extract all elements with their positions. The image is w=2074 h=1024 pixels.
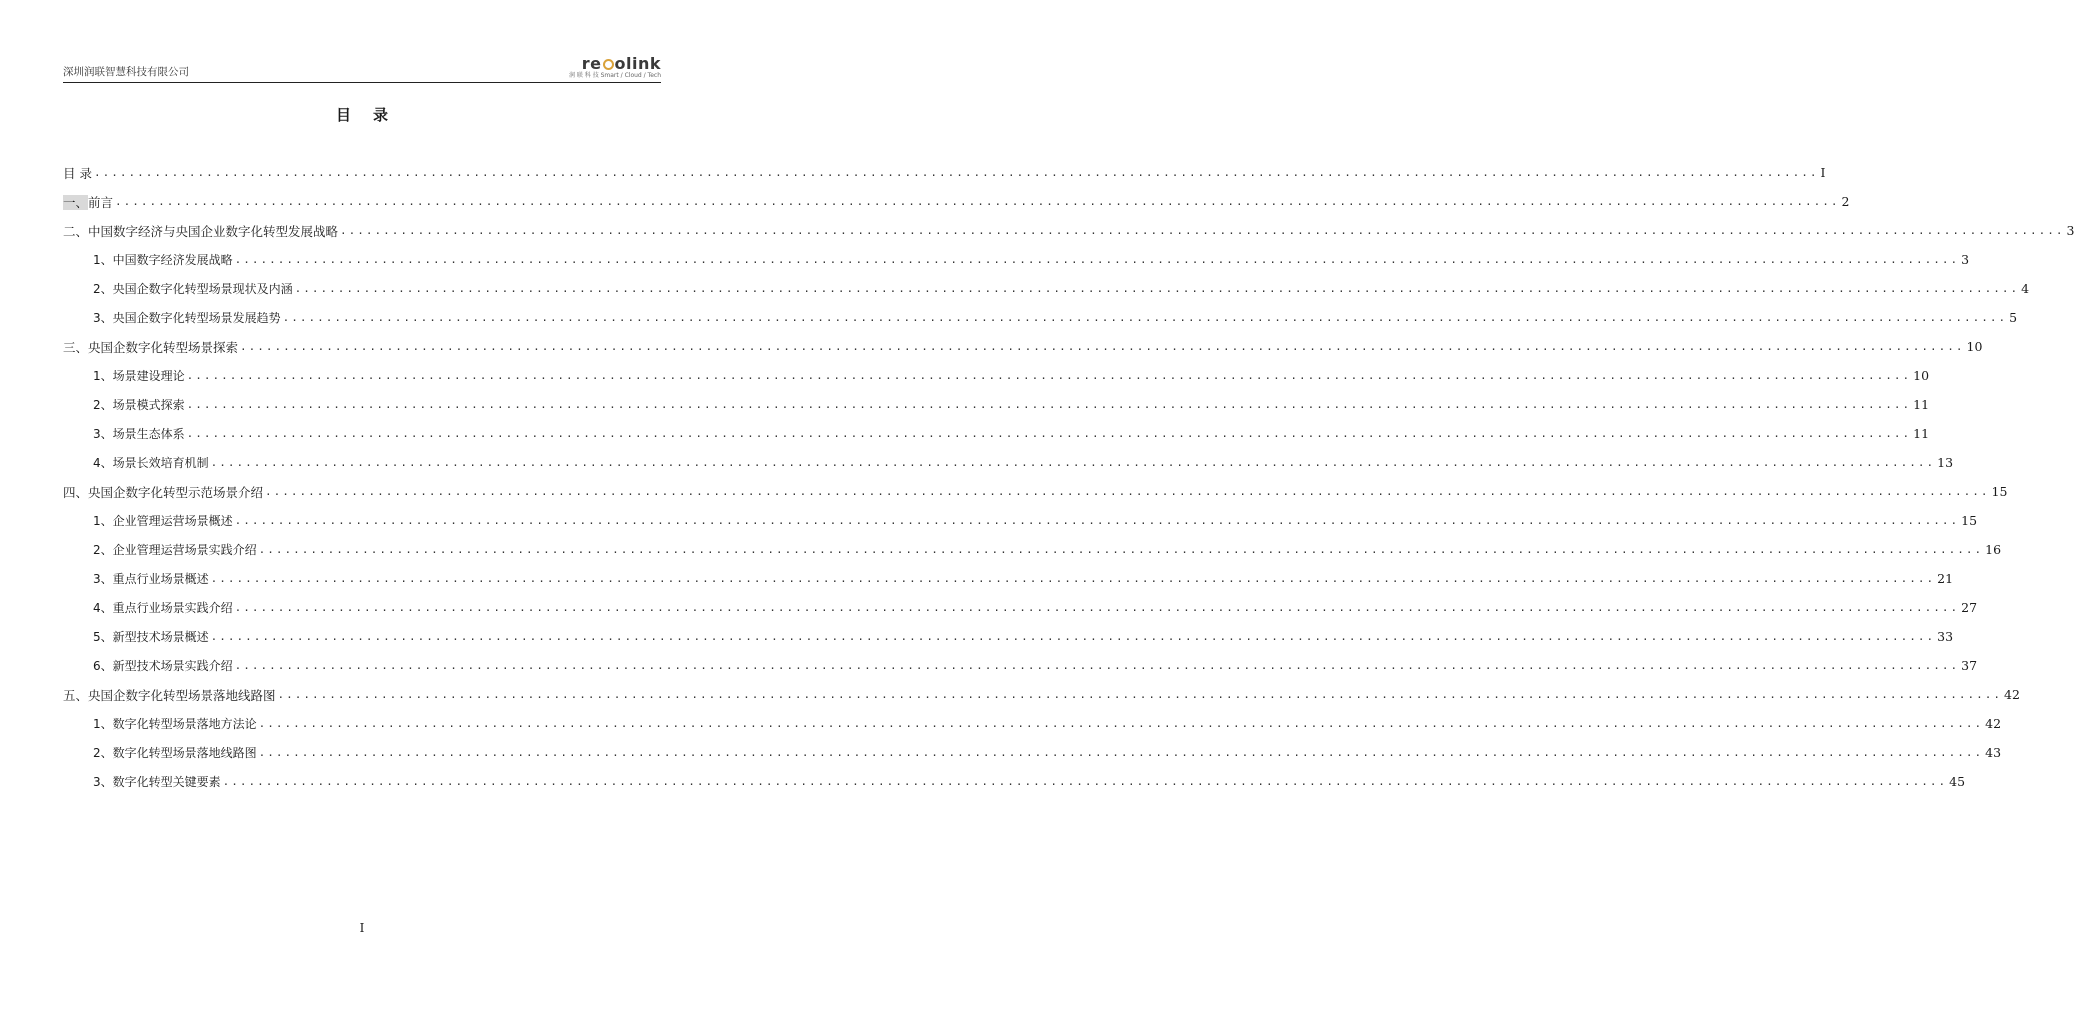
toc-entry[interactable] bbox=[63, 361, 1930, 390]
toc-entry-label: 3、数字化转型关键要素 bbox=[93, 775, 221, 789]
toc-entry-label: 一、前言 bbox=[63, 194, 114, 210]
toc-entry-page: 11 bbox=[1913, 426, 1930, 441]
toc-dot-leader: ........................................................................................................................................................................................................ bbox=[186, 369, 1912, 382]
toc-entry-label: 1、企业管理运营场景概述 bbox=[93, 514, 233, 528]
toc-entry-label: 3、央国企数字化转型场景发展趋势 bbox=[93, 311, 281, 325]
toc-entry[interactable] bbox=[63, 564, 1954, 593]
toc-entry-page: 27 bbox=[1961, 600, 1978, 615]
toc-entry[interactable] bbox=[63, 738, 2002, 767]
toc-entry-label: 五、央国企数字化转型场景落地线路图 bbox=[63, 687, 276, 703]
toc-entry-label: 三、央国企数字化转型场景探索 bbox=[63, 339, 239, 355]
toc-entry-label: 1、中国数字经济发展战略 bbox=[93, 253, 233, 267]
toc-dot-leader: ........................................................................................................................................................................................................ bbox=[93, 166, 1819, 179]
toc-dot-leader: ........................................................................................................................................................................................................ bbox=[277, 688, 2003, 701]
toc-entry-page: 16 bbox=[1985, 542, 2002, 557]
toc-dot-leader: ........................................................................................................................................................................................................ bbox=[115, 195, 1840, 208]
toc-entry-page: 21 bbox=[1937, 571, 1954, 586]
toc-entry-label: 2、央国企数字化转型场景现状及内涵 bbox=[93, 282, 293, 296]
toc-entry[interactable] bbox=[63, 709, 2002, 738]
toc-entry-page: 42 bbox=[2004, 687, 2020, 702]
toc-dot-leader: ........................................................................................................................................................................................................ bbox=[222, 775, 1948, 788]
toc-entry-page: 15 bbox=[1991, 484, 2008, 499]
toc-entry-number-highlight: 一、 bbox=[63, 194, 89, 210]
toc-dot-leader: ........................................................................................................................................................................................................ bbox=[265, 485, 1990, 498]
toc-entry-label: 2、企业管理运营场景实践介绍 bbox=[93, 543, 257, 557]
toc-dot-leader: ........................................................................................................................................................................................................ bbox=[294, 282, 2020, 295]
toc-entry-page: 37 bbox=[1961, 658, 1978, 673]
company-name: 深圳润联智慧科技有限公司 bbox=[63, 66, 189, 78]
page-header bbox=[63, 54, 661, 83]
toc-entry-page: 4 bbox=[2021, 281, 2030, 296]
toc-dot-leader: ........................................................................................................................................................................................................ bbox=[340, 224, 2065, 237]
toc-entry-label: 4、场景长效培育机制 bbox=[93, 456, 209, 470]
toc-entry[interactable] bbox=[63, 303, 2018, 332]
toc-entry-label: 1、数字化转型场景落地方法论 bbox=[93, 717, 257, 731]
page-number: I bbox=[359, 921, 365, 935]
toc-dot-leader: ........................................................................................................................................................................................................ bbox=[258, 543, 1984, 556]
toc-entry-page: 13 bbox=[1937, 455, 1954, 470]
logo-wordmark bbox=[569, 56, 661, 72]
toc-entry[interactable] bbox=[63, 622, 1954, 651]
toc-entry-label: 5、新型技术场景概述 bbox=[93, 630, 209, 644]
toc-entry[interactable] bbox=[63, 767, 1966, 796]
toc-entry-page: 10 bbox=[1913, 368, 1930, 383]
toc-entry-page: I bbox=[1820, 165, 1826, 180]
toc-entry-page: 11 bbox=[1913, 397, 1930, 412]
toc-entry-page: 3 bbox=[2066, 223, 2074, 238]
toc-entry[interactable] bbox=[63, 448, 1954, 477]
toc-entry-label: 3、场景生态体系 bbox=[93, 427, 185, 441]
toc-entry-page: 43 bbox=[1985, 745, 2002, 760]
toc-entry-page: 15 bbox=[1961, 513, 1978, 528]
toc-entry[interactable] bbox=[63, 245, 1970, 274]
toc-entry-label: 2、数字化转型场景落地线路图 bbox=[93, 746, 257, 760]
toc-dot-leader: ........................................................................................................................................................................................................ bbox=[282, 311, 2008, 324]
toc-dot-leader: ........................................................................................................................................................................................................ bbox=[210, 630, 1936, 643]
company-logo bbox=[569, 56, 661, 79]
toc-entry-page: 10 bbox=[1966, 339, 1983, 354]
toc-entry[interactable] bbox=[63, 593, 1978, 622]
toc-entry-page: 42 bbox=[1985, 716, 2002, 731]
toc-entry[interactable] bbox=[63, 390, 1930, 419]
toc-entry-page: 2 bbox=[1841, 194, 1850, 209]
toc-entry-page: 3 bbox=[1961, 252, 1970, 267]
toc-entry-page: 5 bbox=[2009, 310, 2018, 325]
logo-ring-icon bbox=[603, 59, 614, 70]
logo-wordmark-suffix: olink bbox=[614, 54, 661, 73]
toc-entry-label: 3、重点行业场景概述 bbox=[93, 572, 209, 586]
toc-entry[interactable] bbox=[63, 332, 1983, 361]
toc-entry[interactable] bbox=[63, 477, 2008, 506]
toc-dot-leader: ........................................................................................................................................................................................................ bbox=[258, 717, 1984, 730]
toc-entry-page: 33 bbox=[1937, 629, 1954, 644]
toc-entry[interactable] bbox=[63, 187, 1850, 216]
toc-entry-label: 2、场景模式探索 bbox=[93, 398, 185, 412]
logo-wordmark-prefix: re bbox=[581, 54, 602, 73]
toc-entry-label: 四、央国企数字化转型示范场景介绍 bbox=[63, 484, 264, 500]
toc-dot-leader: ........................................................................................................................................................................................................ bbox=[234, 253, 1960, 266]
toc-entry[interactable] bbox=[63, 158, 1826, 187]
toc-entry[interactable] bbox=[63, 651, 1978, 680]
toc-dot-leader: ........................................................................................................................................................................................................ bbox=[186, 398, 1912, 411]
toc-dot-leader: ........................................................................................................................................................................................................ bbox=[186, 427, 1912, 440]
toc-dot-leader: ........................................................................................................................................................................................................ bbox=[258, 746, 1984, 759]
toc-dot-leader: ........................................................................................................................................................................................................ bbox=[240, 340, 1965, 353]
toc-entry-label: 二、中国数字经济与央国企业数字化转型发展战略 bbox=[63, 223, 339, 239]
toc-entry[interactable] bbox=[63, 274, 2030, 303]
table-of-contents bbox=[63, 158, 2074, 796]
logo-tagline: 润 联 科 技 Smart / Cloud / Tech bbox=[568, 72, 661, 79]
toc-entry[interactable] bbox=[63, 680, 2020, 709]
toc-entry[interactable] bbox=[63, 506, 1978, 535]
page-title: 目录 bbox=[335, 106, 410, 124]
toc-dot-leader: ........................................................................................................................................................................................................ bbox=[210, 456, 1936, 469]
toc-entry[interactable] bbox=[63, 535, 2002, 564]
toc-dot-leader: ........................................................................................................................................................................................................ bbox=[234, 514, 1960, 527]
toc-entry-label: 目 录 bbox=[63, 165, 92, 181]
toc-entry-label: 1、场景建设理论 bbox=[93, 369, 185, 383]
toc-dot-leader: ........................................................................................................................................................................................................ bbox=[234, 601, 1960, 614]
toc-entry-label: 4、重点行业场景实践介绍 bbox=[93, 601, 233, 615]
toc-entry[interactable] bbox=[63, 419, 1930, 448]
toc-dot-leader: ........................................................................................................................................................................................................ bbox=[210, 572, 1936, 585]
toc-entry-label: 6、新型技术场景实践介绍 bbox=[93, 659, 233, 673]
toc-dot-leader: ........................................................................................................................................................................................................ bbox=[234, 659, 1960, 672]
toc-entry-page: 45 bbox=[1949, 774, 1966, 789]
toc-entry[interactable] bbox=[63, 216, 2074, 245]
